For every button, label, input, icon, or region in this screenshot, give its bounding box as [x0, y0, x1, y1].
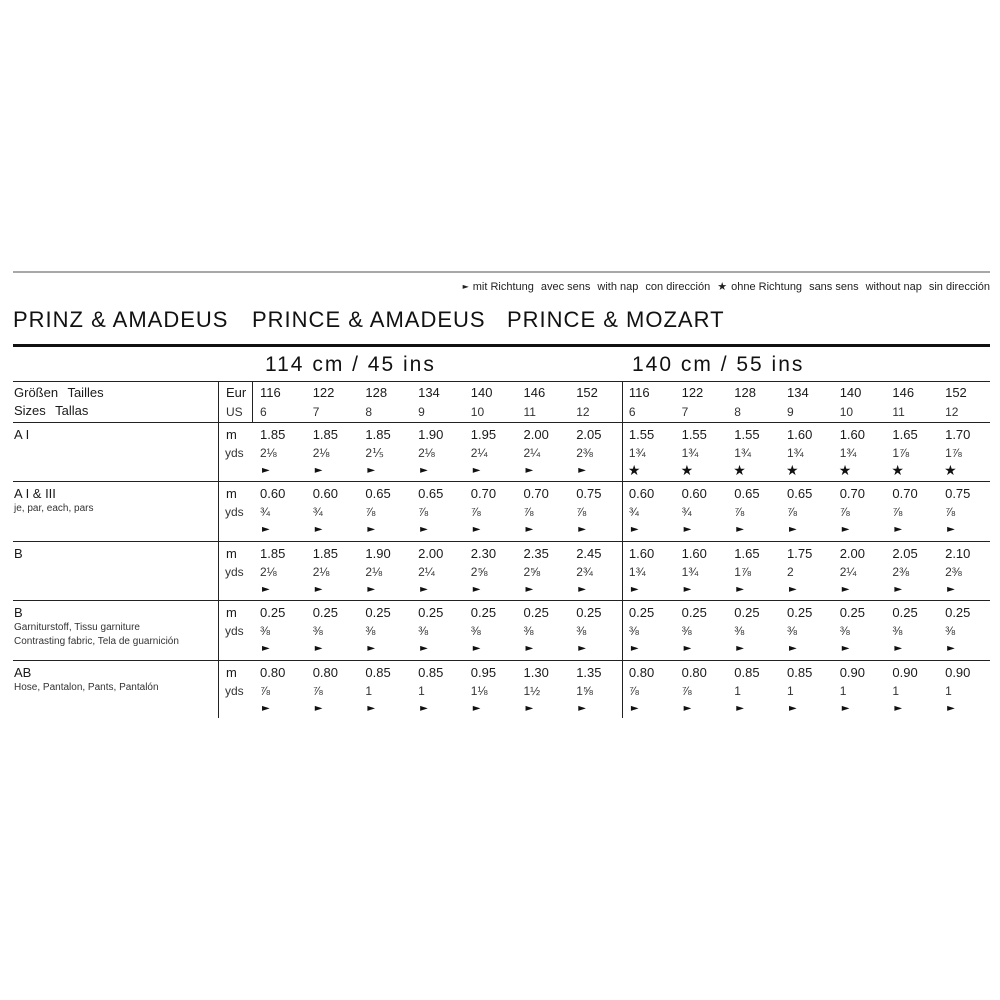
with-nap-icon: ►	[262, 465, 270, 476]
without-nap-icon: ★	[786, 463, 799, 479]
with-nap-icon: ►	[472, 524, 481, 535]
eur-size: 146	[892, 385, 915, 400]
with-nap-icon: ►	[736, 524, 744, 535]
us-size: 12	[576, 405, 590, 419]
us-size: 7	[312, 405, 320, 419]
meters-value: 0.65	[787, 486, 813, 501]
us-size: 11	[892, 405, 905, 419]
meters-value: 1.75	[787, 546, 813, 561]
us-size: 8	[365, 405, 373, 419]
eur-size: 152	[945, 385, 967, 400]
with-nap-icon: ►	[314, 584, 323, 595]
yards-value: 1¾	[681, 446, 699, 460]
title-french: PRINCE & AMADEUS	[252, 307, 486, 332]
meters-value: 1.70	[945, 427, 971, 442]
row-label: B	[14, 546, 23, 561]
with-nap-icon: ►	[736, 584, 744, 595]
yards-value: 1	[787, 684, 794, 698]
yards-value: 1	[734, 684, 741, 698]
us-size: 6	[628, 405, 636, 419]
meters-value: 0.25	[365, 605, 391, 620]
without-nap-icon: ★	[838, 463, 852, 479]
meters-value: 2.00	[418, 546, 444, 561]
yards-value: 1⅞	[734, 565, 751, 579]
meters-value: 0.70	[470, 486, 497, 501]
yards-value: 2⅛	[312, 565, 330, 579]
yards-value: ⅞	[418, 505, 429, 519]
with-nap-icon: ►	[630, 643, 639, 654]
meters-value: 0.60	[681, 486, 707, 501]
meters-value: 1.60	[839, 427, 865, 442]
us-size: 10	[839, 405, 854, 419]
legend-with-nap-fr: avec sens	[540, 281, 591, 293]
yards-value: 2⅛	[312, 446, 330, 460]
yards-value: 2¼	[839, 565, 857, 579]
unit-yds-label: yds	[225, 505, 244, 519]
meters-value: 2.00	[523, 427, 549, 442]
meters-value: 1.55	[734, 427, 760, 442]
yards-value: ⅜	[628, 624, 639, 638]
meters-value: 2.35	[523, 546, 549, 561]
with-nap-icon: ►	[420, 703, 428, 714]
title-english: PRINCE & MOZART	[507, 307, 725, 332]
with-nap-icon: ►	[789, 584, 797, 595]
eur-size: 140	[470, 385, 493, 400]
yards-value: ⅞	[523, 505, 534, 519]
yards-value: ⅜	[418, 624, 429, 638]
meters-value: 1.60	[787, 427, 813, 442]
meters-value: 0.95	[470, 665, 497, 680]
yards-value: 2⅝	[523, 565, 541, 579]
with-nap-icon: ►	[314, 524, 323, 535]
meters-value: 0.85	[418, 665, 444, 680]
with-nap-icon: ►	[472, 465, 481, 476]
with-nap-icon: ►	[525, 584, 534, 595]
meters-value: 0.70	[839, 486, 865, 501]
meters-value: 1.55	[681, 427, 707, 442]
yards-value: 2¼	[470, 446, 488, 460]
yards-value: 1⅞	[945, 446, 962, 460]
meters-value: 0.80	[681, 665, 707, 680]
meters-value: 1.85	[312, 546, 338, 561]
with-nap-icon: ►	[789, 643, 797, 654]
legend-with-nap-de: mit Richtung	[472, 281, 534, 293]
us-size-label: US	[226, 405, 243, 419]
yards-value: 1⅞	[892, 446, 910, 460]
yards-value: ⅜	[734, 624, 745, 638]
row-sublabel: Contrasting fabric, Tela de guarnición	[14, 636, 179, 647]
yards-value: ⅜	[523, 624, 534, 638]
yards-value: ⅞	[312, 684, 323, 698]
us-size: 12	[945, 405, 959, 419]
meters-value: 0.65	[365, 486, 391, 501]
meters-value: 0.80	[260, 665, 286, 680]
meters-value: 2.00	[839, 546, 865, 561]
with-nap-icon: ►	[683, 524, 692, 535]
eur-size: 128	[734, 385, 756, 400]
yards-value: ⅜	[365, 624, 376, 638]
yards-value: ⅞	[681, 684, 692, 698]
yards-value: 1¾	[734, 446, 751, 460]
meters-value: 1.60	[628, 546, 655, 561]
meters-value: 1.85	[260, 427, 286, 442]
yards-value: 1¾	[839, 446, 857, 460]
row-label: B	[14, 605, 23, 620]
yards-value: ⅞	[628, 684, 639, 698]
with-nap-icon: ►	[314, 703, 323, 714]
eur-size: 116	[260, 385, 281, 400]
yards-value: ⅞	[787, 505, 798, 519]
unit-yds-label: yds	[225, 565, 244, 579]
yards-value: ⅞	[839, 505, 850, 519]
eur-size: 134	[787, 385, 809, 400]
with-nap-icon: ►	[578, 703, 586, 714]
with-nap-icon: ►	[736, 703, 744, 714]
meters-value: 0.60	[628, 486, 655, 501]
title-german: PRINZ & AMADEUS	[13, 307, 229, 332]
yards-value: ⅞	[260, 684, 271, 698]
meters-value: 1.65	[892, 427, 918, 442]
with-nap-icon: ►	[367, 703, 376, 714]
meters-value: 0.70	[892, 486, 918, 501]
yards-value: 1¾	[787, 446, 804, 460]
us-size: 7	[681, 405, 689, 419]
legend-without-nap-fr: sans sens	[809, 281, 859, 293]
yards-value: ⅞	[365, 505, 376, 519]
yards-value: 1	[945, 684, 952, 698]
meters-value: 0.85	[787, 665, 813, 680]
with-nap-icon: ►	[947, 643, 955, 654]
with-nap-icon: ►	[314, 465, 323, 476]
with-nap-icon: ►	[525, 643, 534, 654]
eur-size: 140	[839, 385, 862, 400]
eur-size-label: Eur	[226, 385, 247, 400]
with-nap-icon: ►	[262, 643, 270, 654]
meters-value: 0.25	[681, 605, 707, 620]
meters-value: 1.85	[260, 546, 286, 561]
with-nap-icon: ►	[578, 465, 586, 476]
with-nap-icon: ►	[420, 465, 428, 476]
us-size: 9	[787, 405, 794, 419]
fabric-width-heading-140: 140 cm / 55 ins	[632, 353, 805, 376]
us-size: 6	[260, 405, 267, 419]
meters-value: 1.60	[681, 546, 707, 561]
meters-value: 0.25	[892, 605, 918, 620]
unit-m-label: m	[226, 486, 237, 501]
legend-with-nap-es: con dirección	[645, 281, 711, 293]
with-nap-icon: ►	[462, 282, 469, 291]
yards-value: ⅞	[576, 505, 587, 519]
row-label: A I	[14, 427, 30, 442]
unit-yds-label: yds	[225, 446, 244, 460]
meters-value: 1.55	[628, 427, 655, 442]
meters-value: 1.35	[576, 665, 602, 680]
unit-m-label: m	[226, 605, 237, 620]
yards-value: 2⅝	[470, 565, 488, 579]
without-nap-icon: ★	[944, 463, 957, 479]
yards-value: ⅜	[576, 624, 587, 638]
with-nap-icon: ►	[472, 584, 481, 595]
meters-value: 0.25	[312, 605, 338, 620]
with-nap-icon: ►	[947, 703, 955, 714]
with-nap-icon: ►	[578, 524, 586, 535]
with-nap-icon: ►	[367, 643, 376, 654]
with-nap-icon: ►	[789, 703, 797, 714]
with-nap-icon: ►	[736, 643, 744, 654]
eur-size: 146	[523, 385, 546, 400]
meters-value: 0.25	[734, 605, 760, 620]
yards-value: 2⅛	[260, 565, 277, 579]
yards-value: 2⅛	[260, 446, 277, 460]
meters-value: 0.25	[839, 605, 865, 620]
yards-value: ⅜	[470, 624, 481, 638]
meters-value: 0.80	[628, 665, 655, 680]
yards-value: 1	[365, 684, 373, 698]
yards-value: 1½	[523, 684, 541, 698]
with-nap-icon: ►	[683, 584, 692, 595]
meters-value: 1.85	[312, 427, 338, 442]
eur-size: 134	[418, 385, 440, 400]
row-sublabel: je, par, each, pars	[14, 503, 94, 514]
with-nap-icon: ►	[367, 465, 376, 476]
meters-value: 0.25	[260, 605, 286, 620]
meters-value: 2.10	[945, 546, 971, 561]
unit-m-label: m	[226, 546, 237, 561]
row-sublabel: Hose, Pantalon, Pants, Pantalón	[14, 682, 159, 693]
with-nap-icon: ►	[947, 584, 955, 595]
with-nap-icon: ►	[841, 703, 850, 714]
with-nap-icon: ►	[630, 524, 639, 535]
with-nap-icon: ►	[525, 524, 534, 535]
with-nap-icon: ►	[262, 703, 270, 714]
meters-value: 0.25	[945, 605, 971, 620]
with-nap-icon: ►	[472, 703, 481, 714]
without-nap-icon: ★	[680, 463, 694, 479]
meters-value: 0.75	[576, 486, 602, 501]
row-label: AB	[14, 665, 32, 680]
size-label-en-es: Sizes Tallas	[14, 403, 89, 418]
us-size: 11	[523, 405, 536, 419]
eur-size: 152	[576, 385, 598, 400]
meters-value: 2.45	[576, 546, 602, 561]
without-nap-icon: ★	[733, 463, 746, 479]
yards-value: 2⅛	[365, 565, 383, 579]
meters-value: 0.90	[839, 665, 865, 680]
meters-value: 1.65	[734, 546, 760, 561]
meters-value: 0.65	[734, 486, 760, 501]
without-nap-icon: ★	[891, 463, 904, 479]
us-size: 8	[734, 405, 741, 419]
yards-value: ⅞	[470, 505, 481, 519]
with-nap-icon: ►	[894, 584, 903, 595]
yards-value: ¾	[312, 505, 323, 519]
legend-without-nap-es: sin dirección	[928, 281, 990, 293]
meters-value: 0.25	[523, 605, 549, 620]
meters-value: 1.90	[418, 427, 444, 442]
meters-value: 2.30	[470, 546, 497, 561]
with-nap-icon: ►	[894, 643, 903, 654]
yards-value: 2⅕	[365, 446, 384, 460]
meters-value: 0.25	[576, 605, 602, 620]
with-nap-icon: ►	[262, 524, 270, 535]
with-nap-icon: ►	[947, 524, 955, 535]
meters-value: 2.05	[576, 427, 602, 442]
with-nap-icon: ►	[367, 524, 376, 535]
unit-m-label: m	[226, 427, 237, 442]
eur-size: 122	[681, 385, 704, 400]
meters-value: 1.30	[523, 665, 549, 680]
yards-value: 1⅛	[470, 684, 488, 698]
yards-value: ⅜	[945, 624, 956, 638]
eur-size: 128	[365, 385, 388, 400]
yards-value: ¾	[260, 505, 271, 519]
meters-value: 0.25	[470, 605, 497, 620]
yards-value: ⅜	[312, 624, 323, 638]
yards-value: 2⅜	[576, 446, 593, 460]
with-nap-icon: ►	[472, 643, 481, 654]
with-nap-icon: ►	[683, 643, 692, 654]
with-nap-icon: ►	[262, 584, 270, 595]
with-nap-icon: ►	[525, 703, 534, 714]
with-nap-icon: ►	[630, 703, 639, 714]
with-nap-icon: ►	[630, 584, 639, 595]
yards-value: ⅜	[681, 624, 692, 638]
meters-value: 0.65	[418, 486, 444, 501]
yards-value: ⅜	[839, 624, 850, 638]
yards-value: 1¾	[681, 565, 699, 579]
with-nap-icon: ►	[420, 524, 428, 535]
with-nap-icon: ►	[578, 643, 586, 654]
yards-value: ¾	[681, 505, 692, 519]
yards-value: 1	[892, 684, 900, 698]
meters-value: 0.25	[787, 605, 813, 620]
meters-value: 1.85	[365, 427, 391, 442]
meters-value: 0.75	[945, 486, 971, 501]
yards-value: ⅜	[787, 624, 798, 638]
yards-value: 2¼	[523, 446, 541, 460]
without-nap-icon: ★	[627, 463, 641, 479]
with-nap-icon: ►	[894, 703, 903, 714]
yards-value: 2¾	[576, 565, 593, 579]
yards-value: 2⅛	[418, 446, 435, 460]
with-nap-icon: ►	[367, 584, 376, 595]
row-label: A I & III	[14, 486, 56, 501]
meters-value: 0.70	[523, 486, 549, 501]
yards-value: ¾	[628, 505, 639, 519]
with-nap-icon: ►	[578, 584, 586, 595]
yards-value: 1¾	[628, 565, 646, 579]
yards-value: ⅜	[260, 624, 271, 638]
with-nap-icon: ►	[420, 584, 428, 595]
legend-without-nap-en: without nap	[865, 281, 922, 293]
us-size: 9	[418, 405, 425, 419]
yards-value: 1	[839, 684, 847, 698]
unit-yds-label: yds	[225, 624, 244, 638]
meters-value: 0.85	[734, 665, 760, 680]
with-nap-icon: ►	[420, 643, 428, 654]
meters-value: 0.25	[628, 605, 655, 620]
with-nap-icon: ►	[841, 584, 850, 595]
yards-value: 1¾	[628, 446, 646, 460]
with-nap-icon: ►	[841, 643, 850, 654]
meters-value: 2.05	[892, 546, 918, 561]
meters-value: 0.60	[260, 486, 286, 501]
yards-value: 1⅝	[576, 684, 593, 698]
with-nap-icon: ►	[841, 524, 850, 535]
yards-value: 2	[787, 565, 794, 579]
meters-value: 1.90	[365, 546, 391, 561]
yards-value: ⅞	[945, 505, 956, 519]
fabric-width-heading-114: 114 cm / 45 ins	[265, 353, 436, 376]
yards-value: 2⅜	[892, 565, 910, 579]
row-sublabel: Garniturstoff, Tissu garniture	[14, 622, 140, 633]
with-nap-icon: ►	[683, 703, 692, 714]
yards-value: 2¼	[418, 565, 435, 579]
meters-value: 0.80	[312, 665, 338, 680]
meters-value: 1.95	[470, 427, 497, 442]
us-size: 10	[470, 405, 485, 419]
meters-value: 0.90	[892, 665, 918, 680]
size-label-de-fr: Größen Tailles	[14, 385, 104, 400]
yards-value: ⅜	[892, 624, 903, 638]
yards-value: 2⅜	[945, 565, 962, 579]
unit-yds-label: yds	[225, 684, 244, 698]
yards-value: ⅞	[734, 505, 745, 519]
without-nap-icon: ★	[717, 280, 728, 293]
with-nap-icon: ►	[789, 524, 797, 535]
with-nap-icon: ►	[525, 465, 534, 476]
yards-value: 1	[418, 684, 425, 698]
legend-with-nap-en: with nap	[597, 281, 639, 293]
meters-value: 0.85	[365, 665, 391, 680]
with-nap-icon: ►	[314, 643, 323, 654]
meters-value: 0.60	[312, 486, 338, 501]
yards-value: ⅞	[892, 505, 903, 519]
eur-size: 116	[628, 385, 650, 400]
eur-size: 122	[312, 385, 335, 400]
legend-without-nap-de: ohne Richtung	[731, 281, 803, 293]
unit-m-label: m	[226, 665, 237, 680]
meters-value: 0.25	[418, 605, 444, 620]
meters-value: 0.90	[945, 665, 971, 680]
with-nap-icon: ►	[894, 524, 903, 535]
